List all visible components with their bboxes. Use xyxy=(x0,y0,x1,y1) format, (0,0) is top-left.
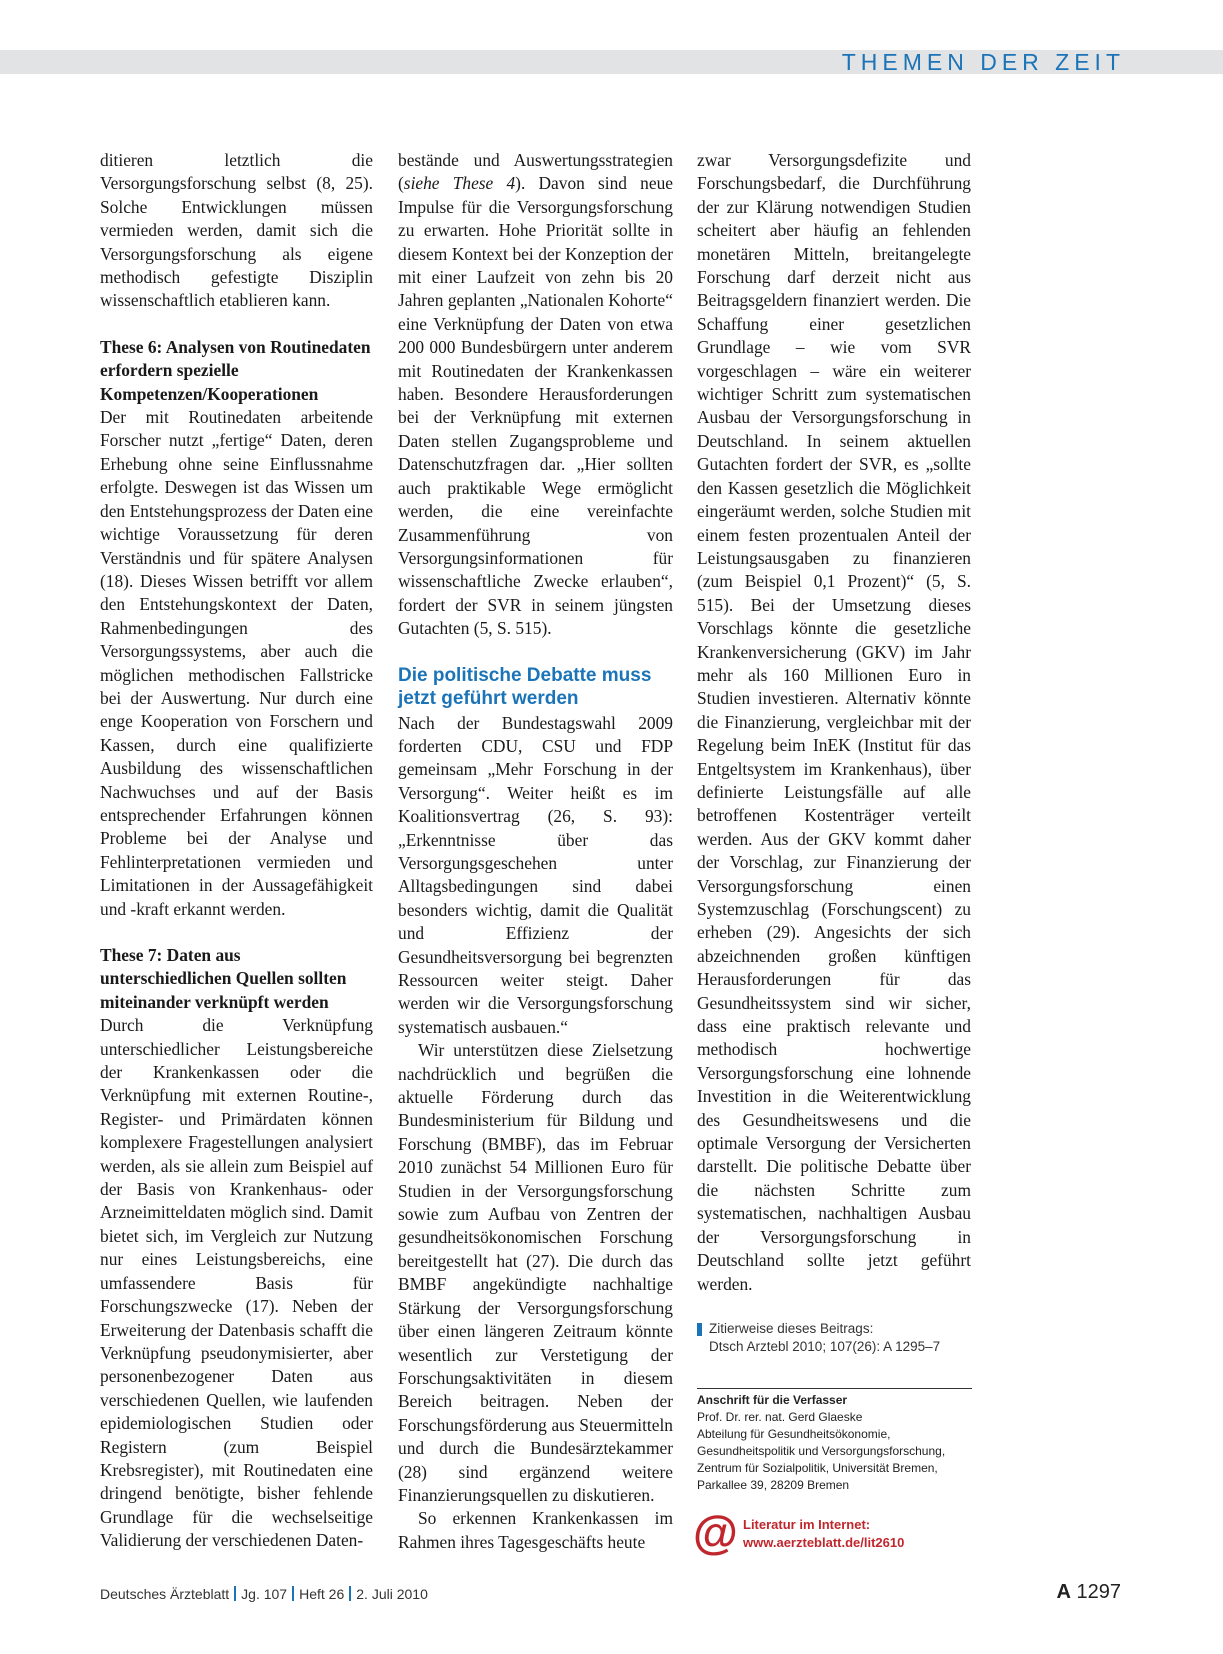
section-label: THEMEN DER ZEIT xyxy=(841,49,1125,75)
text-run: bestände und Auswertungsstrategien ( xyxy=(398,150,673,194)
at-icon: @ xyxy=(693,1506,738,1558)
author-address xyxy=(697,1392,977,1494)
paragraph: Durch die Verknüpfung unterschiedlicher Leistungsbereiche der Krankenkassen oder die Verknüpfung mit externen Routine-, Register- und Primärdaten können komplexere Fragestellungen analysiert werden, als sie allein zum Beispiel auf der Basis von Krankenhaus- oder Arzneimitteldaten möglich sind. Damit bietet sich, im Vergleich zur Nutzung nur eines Leistungsbereichs, eine umfassendere Basis für Forschungszwecke (17). Neben der Erweiterung der Datenbasis schafft die Verknüpfung pseudonymisierter, aber personenbezogener Daten aus verschiedenen Quellen, wie laufenden epidemiologischen Studien oder Registern (zum Beispiel Krebsregister), mit Routinedaten eine dringend benötigte, bisher fehlende Grundlage für die wechselseitige Validierung der verschiedenen Daten- xyxy=(100,1015,373,1551)
paragraph: Nach der Bundestagswahl 2009 forderten CDU, CSU und FDP gemeinsam „Mehr Forschung in der Versorgung“. Weiter heißt es im Koalitionsvertrag (26, S. 93): „Erkenntnisse über das Versorgungsgeschehen unter Alltagsbedingungen sind dabei besonders wichtig, damit die Qualität und Effizienz der Gesundheitsversorgung bei begrenzten Ressourcen weiter steigt. Daher werden wir die Versorgungsforschung systematisch ausbauen.“ xyxy=(398,712,673,1037)
paragraph: ditieren letztlich die Versorgungsforschung selbst (8, 25). Solche Entwicklungen müssen vermieden werden, damit sich die Versorgungsforschung als eigene methodisch gefestigte Disziplin wissenschaftlich etablieren kann. xyxy=(100,150,373,311)
paragraph xyxy=(398,149,673,641)
subheading-these-7: These 7: Daten aus unterschiedlichen Quellen sollten miteinander verknüpft werden xyxy=(100,945,347,1012)
footer-separator xyxy=(292,1586,294,1601)
column-2 xyxy=(398,149,673,1554)
footer xyxy=(100,1584,428,1604)
footer-separator xyxy=(349,1586,351,1601)
address-line: Gesundheitspolitik und Versorgungsforschung, xyxy=(697,1444,946,1458)
column-3 xyxy=(697,149,971,1296)
column-1 xyxy=(100,149,373,1553)
text-run: ). Davon sind neue Impulse für die Versorgungsforschung zu erwarten. Hohe Priorität sollte in diesem Kontext bei der Konzeption der mit einer Laufzeit von zehn bis 20 Jahren geplanten „Nationalen Kohorte“ eine Verknüpfung der Daten von etwa 200 000 Bundesbürgern unter anderem mit Routinedaten der Krankenkassen haben. Besondere Herausforderungen bei der Verknüpfung mit externen Daten stellen Zugangsprobleme und Datenschutzfragen dar. „Hier sollten auch praktikable Wege ermöglicht werden, die eine vereinfachte Zusammenführung von Versorgungsinformationen für wissenschaftliche Zwecke erlauben“, fordert der SVR in seinem jüngsten Gutachten (5, S. 515). xyxy=(398,173,673,639)
issue: Heft 26 xyxy=(299,1586,345,1602)
literature-label: Literatur im Internet: xyxy=(743,1517,871,1532)
page-prefix: A xyxy=(1056,1581,1071,1603)
literature-url[interactable]: www.aerzteblatt.de/lit2610 xyxy=(743,1535,905,1550)
page-number xyxy=(1056,1580,1121,1604)
paragraph: Der mit Routinedaten arbeitende Forscher nutzt „fertige“ Daten, deren Erhebung ohne seine Einflussnahme erfolgte. Deswegen ist das Wissen um den Entstehungsprozess der Daten eine wichtige Voraussetzung für deren Verständnis und für spätere Analysen (18). Dieses Wissen betrifft vor allem den Entstehungskontext der Daten, Rahmenbedingungen des Versorgungssystems, aber auch die möglichen methodischen Fallstricke bei der Auswertung. Nur durch eine enge Kooperation von Forschern und Kassen, durch eine qualifizierte Ausbildung des wissenschaftlichen Nachwuchses und auf der Basis entsprechender Erfahrungen können Probleme bei der Analyse und Fehlinterpretationen vermieden und Limitationen in der Aussagefähigkeit und -kraft erkannt werden. xyxy=(100,407,373,919)
journal-name: Deutsches Ärzteblatt xyxy=(100,1586,230,1602)
literature-link[interactable] xyxy=(693,1506,953,1558)
literature-text xyxy=(743,1516,904,1552)
subheading-these-6: These 6: Analysen von Routinedaten erfordern spezielle Kompetenzen/Kooperationen xyxy=(100,336,371,404)
citation-reference: Dtsch Arztebl 2010; 107(26): A 1295–7 xyxy=(709,1339,941,1354)
page-number-value: 1297 xyxy=(1076,1581,1121,1603)
address-line: Parkallee 39, 28209 Bremen xyxy=(697,1478,850,1492)
section-heading: Die politische Debatte muss jetzt geführt werden xyxy=(398,664,652,709)
citation-marker xyxy=(697,1323,702,1336)
paragraph: Wir unterstützen diese Zielsetzung nachdrücklich und begrüßen die aktuelle Förderung durch das Bundesministerium für Bildung und Forschung (BMBF), das im Februar 2010 zunächst 54 Millionen Euro für Studien in der Versorgungsforschung sowie zum Aufbau von Zentren der gesundheitsökonomischen Forschung bereitgestellt hat (27). Die durch das BMBF angekündigte nachhaltige Stärkung der Versorgungsforschung über einen längeren Zeitraum könnte wesentlich zur Verstetigung der Forschungsaktivitäten in diesem Bereich beitragen. Neben der Forschungsförderung aus Steuermitteln und durch die Bundesärztekammer (28) sind ergänzend weitere Finanzierungsquellen zu diskutieren. xyxy=(398,1040,673,1505)
address-line: Zentrum für Sozialpolitik, Universität Bremen, xyxy=(697,1461,938,1475)
address-title: Anschrift für die Verfasser xyxy=(697,1393,848,1407)
volume: Jg. 107 xyxy=(241,1586,288,1602)
address-line: Prof. Dr. rer. nat. Gerd Glaeske xyxy=(697,1410,863,1424)
paragraph: So erkennen Krankenkassen im Rahmen ihres Tagesgeschäfts heute xyxy=(398,1508,673,1552)
address-line: Abteilung für Gesundheitsökonomie, xyxy=(697,1427,891,1441)
footer-separator xyxy=(234,1586,236,1601)
paragraph: zwar Versorgungsdefizite und Forschungsbedarf, die Durchführung der zur Klärung notwendigen Studien scheitert aber häufig an fehlenden monetären Mitteln, breitangelegte Forschung darf derzeit nicht aus Beitragsgeldern finanziert werden. Die Schaffung einer gesetzlichen Grundlage – wie vom SVR vorgeschlagen – wäre ein weiterer wichtiger Schritt zum systematischen Ausbau der Versorgungsforschung in Deutschland. In seinem aktuellen Gutachten fordert der SVR, es „sollte den Kassen gesetzlich die Möglichkeit eingeräumt werden, solche Studien mit einem festen prozentualen Anteil der Leistungsausgaben zu finanzieren (zum Beispiel 0,1 Prozent)“ (5, S. 515). Bei der Umsetzung dieses Vorschlags könnte die gesetzliche Krankenversicherung (GKV) im Jahr mehr als 160 Millionen Euro in Studien investieren. Alternativ könnte die Finanzierung, vergleichbar mit der Regelung beim InEK (Institut für das Entgeltsystem im Krankenhaus), über definierte Leistungsfälle auf alle betroffenen Kostenträger verteilt werden. Aus der GKV kommt daher der Vorschlag, zur Finanzierung der Versorgungsforschung einen Systemzuschlag (Forschungscent) zu erheben (29). Angesichts der sich abzeichnenden großen künftigen Herausforderungen für das Gesundheitssystem sind wir sicher, dass eine praktisch relevante und methodisch hochwertige Versorgungsforschung eine lohnende Investition in die Weiterentwicklung des Gesundheitswesens und die optimale Versorgung der Versicherten darstellt. Die politische Debatte über die nächsten Schritte zum systematischen, nachhaltigen Ausbau der Versorgungsforschung in Deutschland sollte jetzt geführt werden. xyxy=(697,150,971,1294)
issue-date: 2. Juli 2010 xyxy=(356,1586,428,1602)
citation-box xyxy=(697,1320,989,1356)
citation-label: Zitierweise dieses Beitrags: xyxy=(709,1321,874,1336)
italic-reference: siehe These 4 xyxy=(403,173,516,194)
divider xyxy=(697,1388,972,1389)
